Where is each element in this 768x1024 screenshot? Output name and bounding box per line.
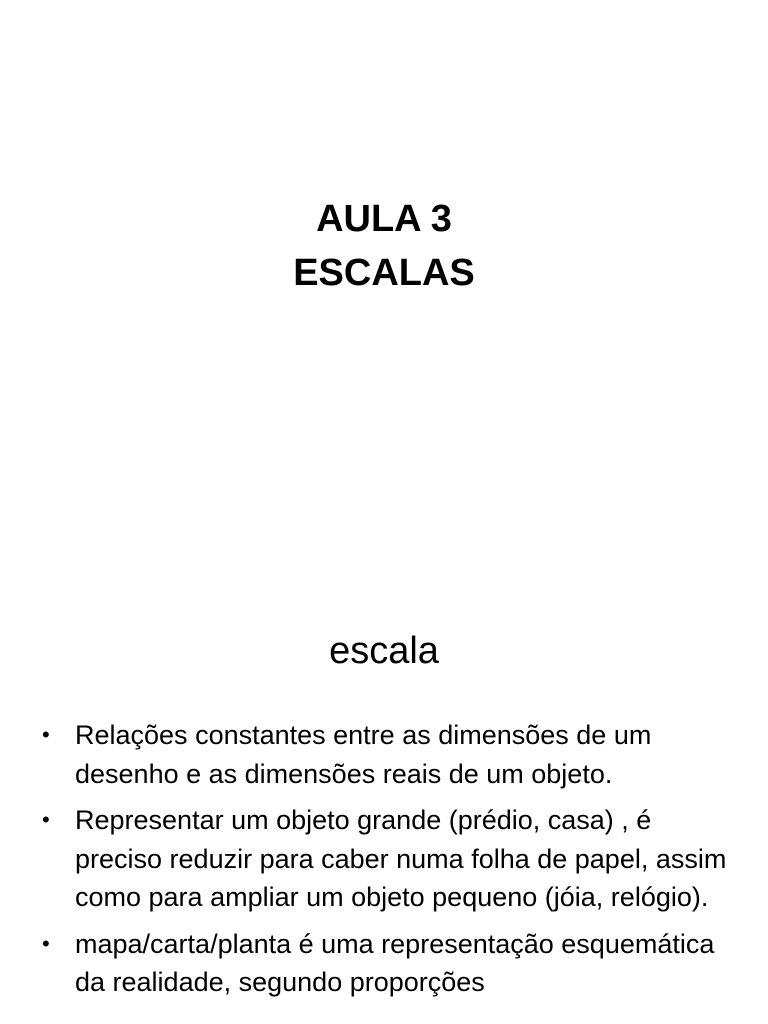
bullet-icon: • bbox=[42, 722, 50, 747]
bullet-item bbox=[40, 925, 730, 1002]
section-heading: escala bbox=[329, 630, 439, 672]
slide-title bbox=[0, 192, 768, 300]
title-line-2: ESCALAS bbox=[293, 252, 475, 294]
title-line-1: AULA 3 bbox=[316, 198, 452, 240]
bullet-item bbox=[40, 716, 730, 793]
bullet-text: Representar um objeto grande (prédio, casa) , é preciso reduzir para caber numa folha de papel, assim como para ampliar um objeto pequeno (jóia, relógio). bbox=[75, 805, 727, 912]
bullet-item bbox=[40, 801, 730, 917]
bullet-text: Relações constantes entre as dimensões de um desenho e as dimensões reais de um objeto. bbox=[75, 720, 652, 789]
bullet-text: mapa/carta/planta é uma representação esquemática da realidade, segundo proporções bbox=[75, 928, 715, 997]
bullet-icon: • bbox=[42, 807, 50, 832]
bullet-icon: • bbox=[42, 930, 50, 956]
bullet-list bbox=[40, 716, 730, 1010]
